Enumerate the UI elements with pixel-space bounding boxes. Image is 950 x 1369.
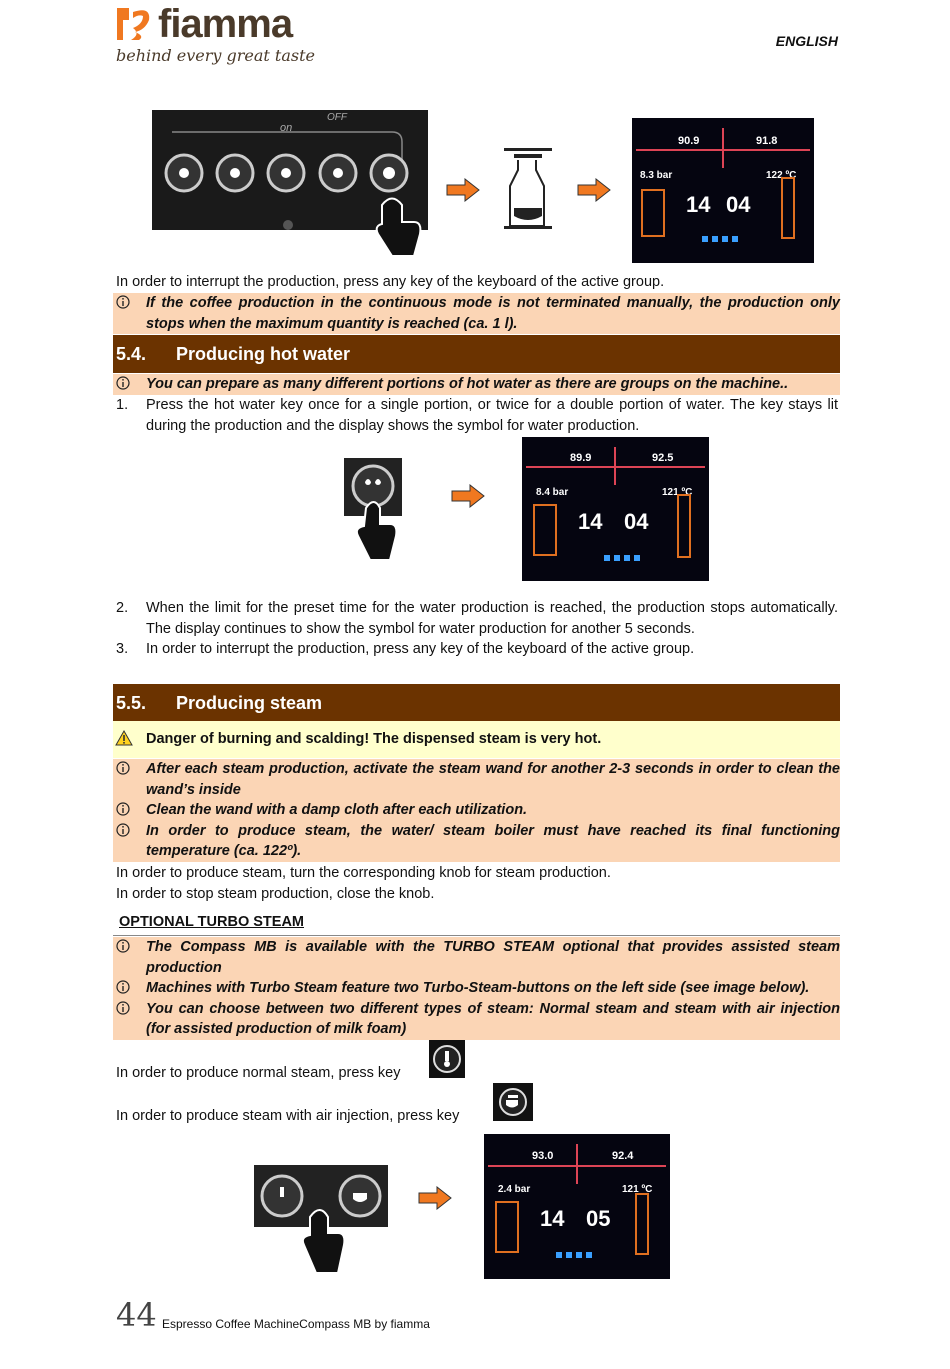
- list-item: [116, 395, 838, 436]
- display1-pressure: 8.3 bar: [640, 170, 673, 181]
- divider: [113, 935, 840, 936]
- panel-on-label: on: [280, 122, 293, 134]
- info-note-text: You can choose between two different types of steam: Normal steam and steam with air injection (for assisted production of milk foam): [146, 1000, 840, 1037]
- arrow-icon: [445, 178, 481, 202]
- info-note: [113, 978, 840, 999]
- info-note: [113, 374, 840, 395]
- step-text: Press the hot water key once for a single portion, or twice for a double portion of water. The key stays lit during the production and the display shows the symbol for water production.: [146, 397, 838, 434]
- info-box-hot-water: [113, 374, 840, 395]
- info-note-text: You can prepare as many different portions of hot water as there are groups on the machine..: [146, 376, 789, 392]
- display-screen-2: [522, 437, 709, 581]
- display-screen-1: [632, 118, 814, 263]
- display3-temp-left: 93.0: [532, 1150, 554, 1162]
- info-note: [113, 937, 840, 978]
- list-item: [116, 639, 838, 660]
- steam-instruction-1: In order to produce steam, turn the corresponding knob for steam production.: [116, 865, 611, 881]
- brand-name: fiamma: [158, 2, 293, 46]
- info-icon: [116, 939, 130, 953]
- display1-temp-right: 91.8: [756, 135, 778, 147]
- brand-tagline: behind every great taste: [116, 46, 316, 65]
- display2-pressure: 8.4 bar: [536, 487, 569, 498]
- list-item: [116, 598, 838, 639]
- info-box-turbo: [113, 937, 840, 1040]
- display3-pressure: 2.4 bar: [498, 1184, 531, 1195]
- arrow-icon: [417, 1186, 453, 1210]
- info-icon: [116, 761, 130, 775]
- info-note-text: Machines with Turbo Steam feature two Turbo-Steam-buttons on the left side (see image below).: [146, 980, 810, 996]
- steam-instruction-2: In order to stop steam production, close the knob.: [116, 886, 435, 902]
- step-text: When the limit for the preset time for the water production is reached, the production stops automatically. The display continues to show the symbol for water production for another 5 seconds.: [146, 600, 838, 637]
- turbo-keys-image: [254, 1165, 390, 1277]
- display2-time-minutes: 04: [624, 509, 649, 534]
- info-note: [113, 759, 840, 800]
- info-box-continuous: [113, 293, 840, 334]
- section-title: Producing hot water: [176, 344, 351, 364]
- info-note-text: After each steam production, activate the steam wand for another 2-3 seconds in order to clean the wand’s inside: [146, 761, 840, 798]
- display3-temp-right: 92.4: [612, 1150, 634, 1162]
- display3-boiler-temp: 121 ºC: [622, 1184, 653, 1195]
- info-icon: [116, 1001, 130, 1015]
- section-number: 5.5.: [116, 693, 147, 713]
- step-number: 1.: [116, 397, 129, 413]
- display-screen-3: [484, 1134, 670, 1279]
- info-box-steam: [113, 759, 840, 862]
- info-note-text: If the coffee production in the continuous mode is not terminated manually, the production only stops when the maximum quantity is reached (ca. 1 l).: [146, 295, 840, 332]
- normal-steam-instruction: In order to produce normal steam, press key: [116, 1065, 401, 1081]
- arrow-icon: [576, 178, 612, 202]
- display2-temp-left: 89.9: [570, 452, 592, 464]
- normal-steam-key-icon: [429, 1040, 465, 1078]
- display3-time-hours: 14: [540, 1206, 565, 1231]
- page-number: 44: [116, 1296, 157, 1334]
- display2-temp-right: 92.5: [652, 452, 674, 464]
- cup-icon: [500, 146, 556, 232]
- display1-time-hours: 14: [686, 192, 711, 217]
- info-note: [113, 800, 840, 821]
- info-note: [113, 821, 840, 862]
- step-text: In order to interrupt the production, press any key of the keyboard of the active group.: [146, 641, 695, 657]
- fiamma-logo-icon: [115, 6, 153, 42]
- footer-text: Espresso Coffee MachineCompass MB by fiamma: [162, 1317, 430, 1331]
- warning-box: [113, 721, 840, 758]
- hot-water-key-image: [344, 458, 404, 564]
- panel-off-label: OFF: [327, 112, 347, 123]
- info-note-text: The Compass MB is available with the TURBO STEAM optional that provides assisted steam production: [146, 939, 840, 976]
- info-note: [113, 293, 840, 334]
- language-label: ENGLISH: [775, 33, 838, 49]
- section-number: 5.4.: [116, 344, 147, 364]
- keypad-panel-image: [152, 110, 428, 262]
- info-note-text: In order to produce steam, the water/ steam boiler must have reached its final functioning temperature (ca. 122º).: [146, 822, 840, 859]
- interrupt-instruction: In order to interrupt the production, press any key of the keyboard of the active group.: [116, 274, 665, 290]
- step-number: 3.: [116, 641, 129, 657]
- info-note-text: Clean the wand with a damp cloth after each utilization.: [146, 802, 528, 818]
- steps-list-part1: [116, 395, 838, 436]
- display2-time-hours: 14: [578, 509, 603, 534]
- air-steam-instruction: In order to produce steam with air injection, press key: [116, 1108, 460, 1124]
- steps-list-part2: [116, 598, 838, 660]
- warning-text: Danger of burning and scalding! The dispensed steam is very hot.: [146, 731, 602, 747]
- info-icon: [116, 823, 130, 837]
- step-number: 2.: [116, 600, 129, 616]
- display1-time-minutes: 04: [726, 192, 751, 217]
- warning-icon: [115, 730, 133, 746]
- display1-temp-left: 90.9: [678, 135, 700, 147]
- section-title: Producing steam: [176, 693, 323, 713]
- turbo-steam-heading: OPTIONAL TURBO STEAM: [119, 914, 305, 930]
- info-icon: [116, 295, 130, 309]
- display2-boiler-temp: 121 ºC: [662, 487, 693, 498]
- display1-boiler-temp: 122 ºC: [766, 170, 797, 181]
- air-steam-key-icon: [493, 1083, 533, 1121]
- info-icon: [116, 802, 130, 816]
- display3-time-minutes: 05: [586, 1206, 611, 1231]
- section-heading-hot-water: [113, 335, 840, 373]
- info-note: [113, 999, 840, 1040]
- arrow-icon: [450, 484, 486, 508]
- info-icon: [116, 376, 130, 390]
- info-icon: [116, 980, 130, 994]
- section-heading-steam: [113, 684, 840, 722]
